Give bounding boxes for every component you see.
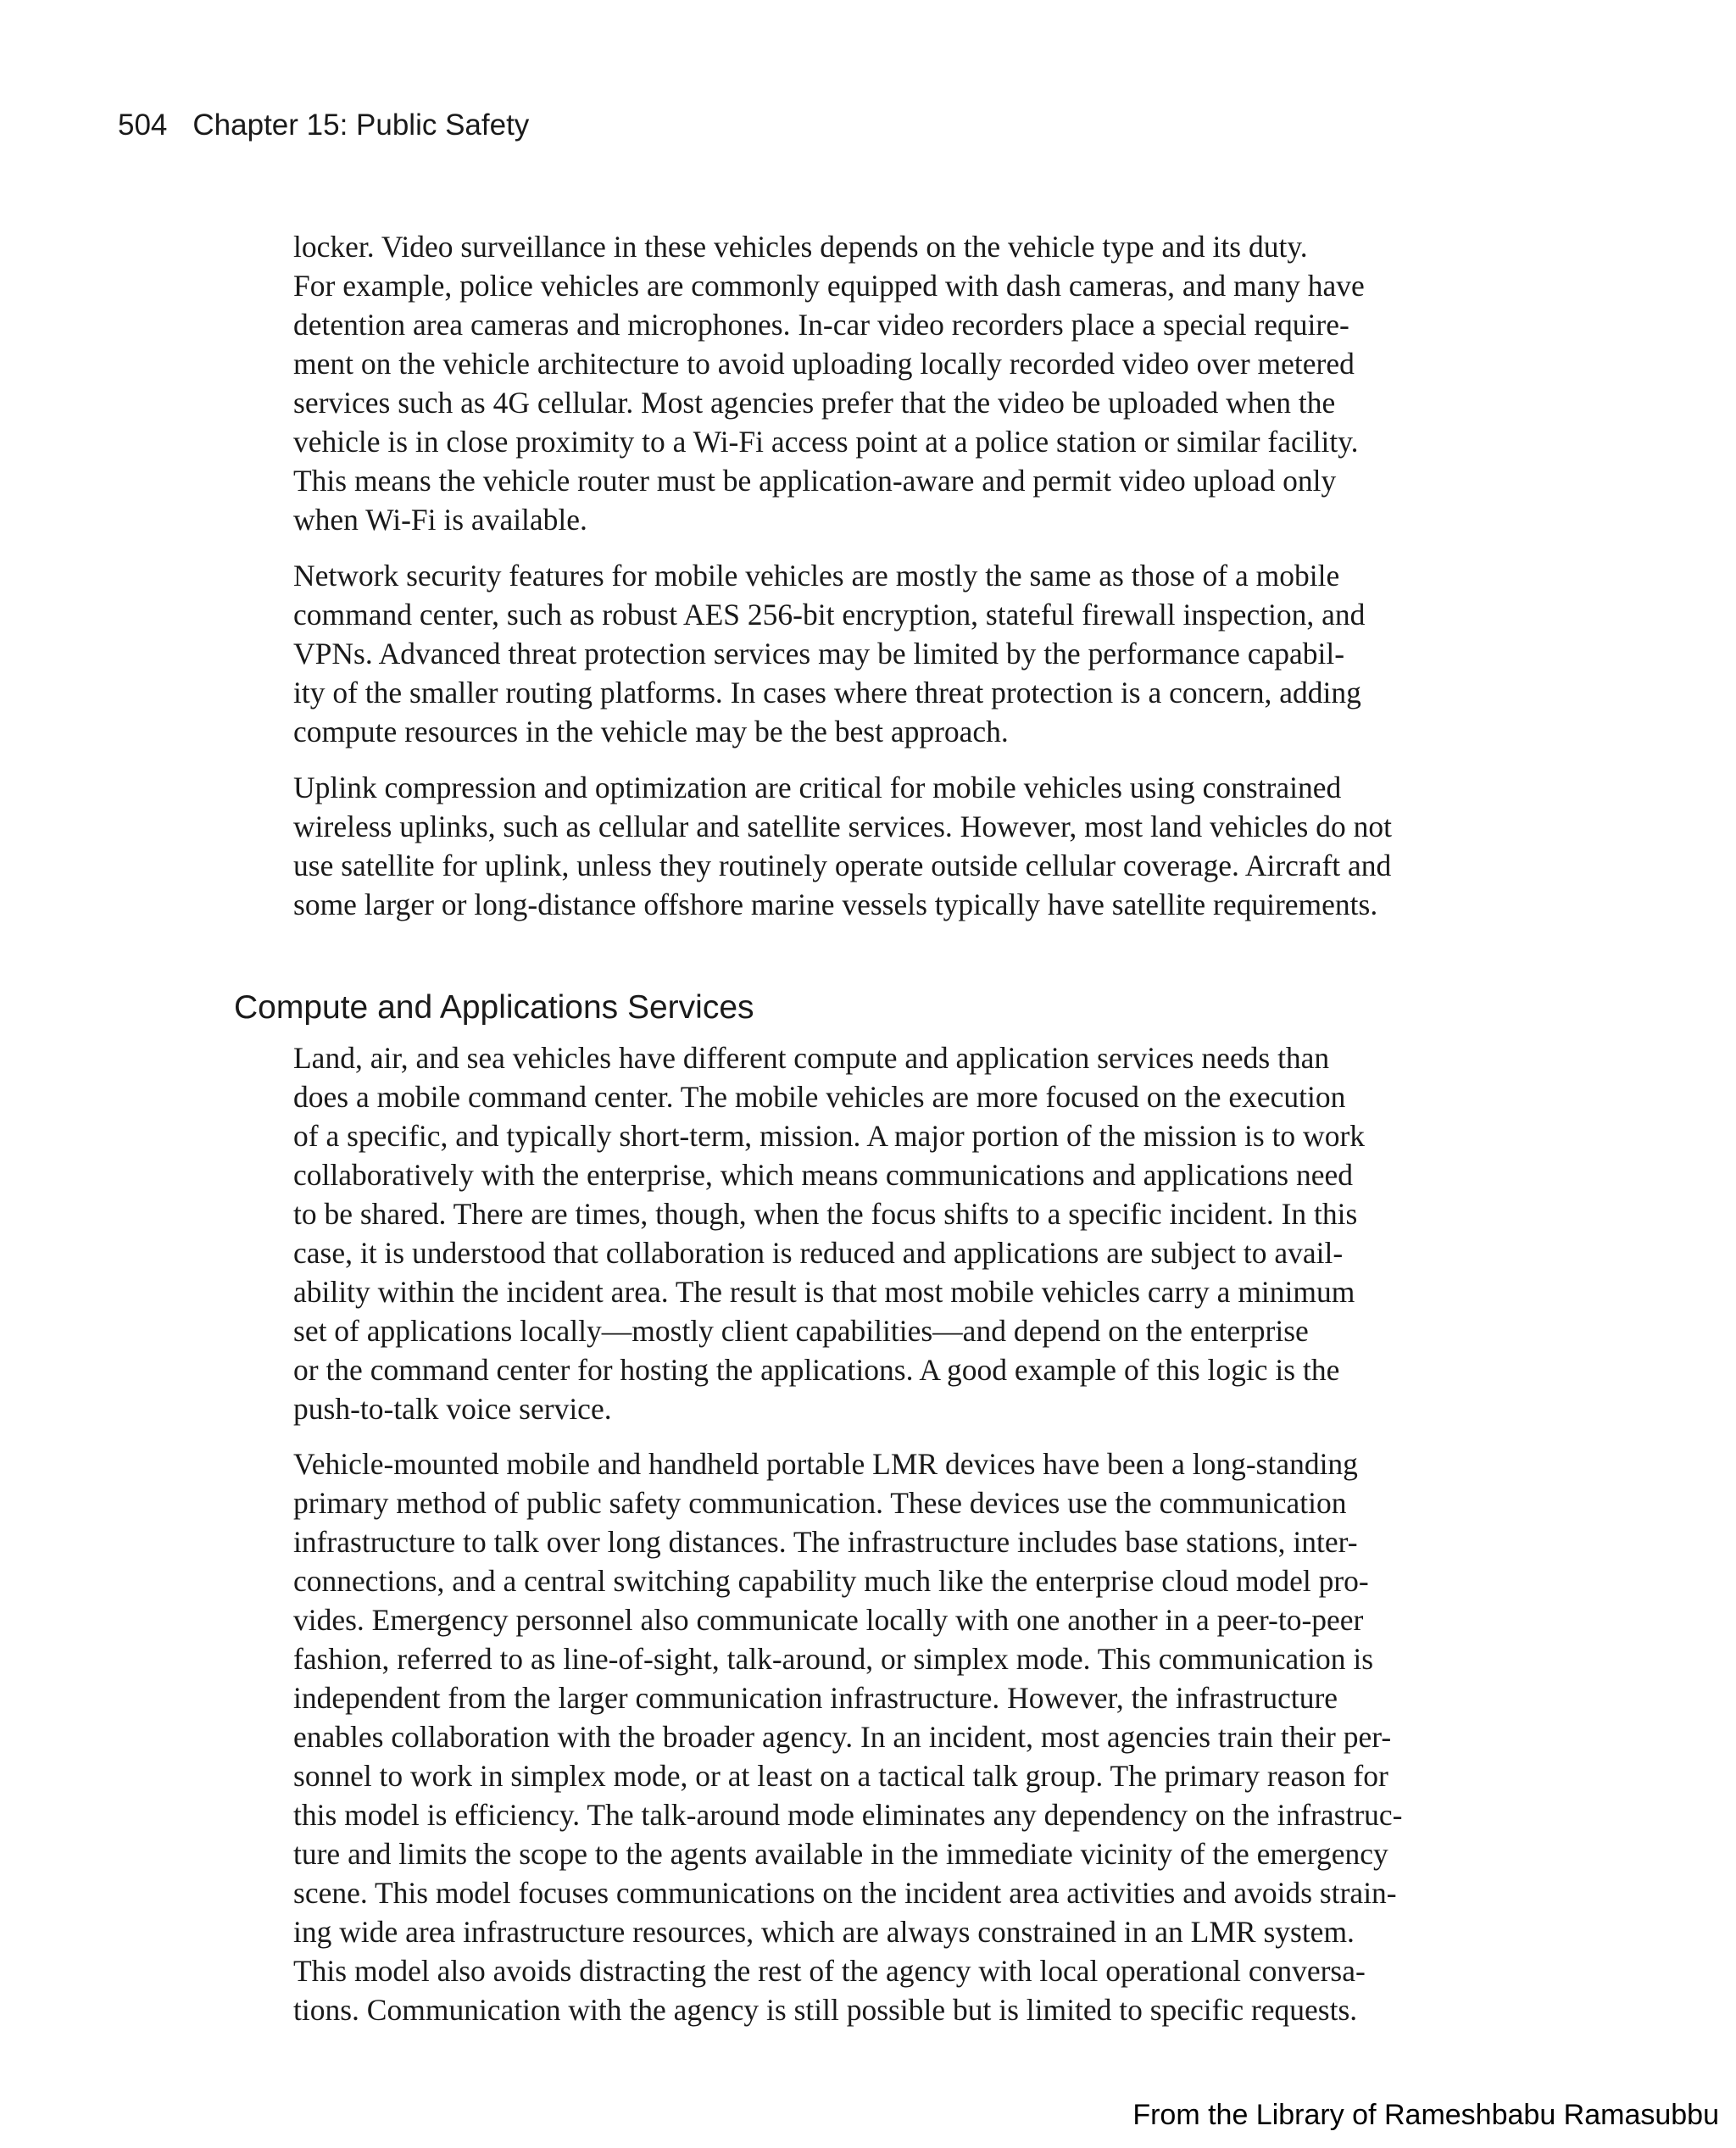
text-line: ability within the incident area. The result is that most mobile vehicles carry a minimum bbox=[293, 1275, 1355, 1309]
paragraph-network-security bbox=[293, 556, 1446, 751]
text-line: For example, police vehicles are commonly equipped with dash cameras, and many have bbox=[293, 269, 1365, 303]
section-heading: Compute and Applications Services bbox=[234, 989, 754, 1026]
text-line: locker. Video surveillance in these vehicles depends on the vehicle type and its duty. bbox=[293, 230, 1308, 264]
text-line: vehicle is in close proximity to a Wi-Fi access point at a police station or similar facility. bbox=[293, 425, 1359, 459]
paragraph-lmr-devices bbox=[293, 1444, 1446, 2029]
text-line: vides. Emergency personnel also communicate locally with one another in a peer-to-peer bbox=[293, 1603, 1364, 1637]
text-line: command center, such as robust AES 256-bit encryption, stateful firewall inspection, and bbox=[293, 598, 1366, 632]
text-line: connections, and a central switching capability much like the enterprise cloud model pro- bbox=[293, 1564, 1369, 1598]
text-line: ing wide area infrastructure resources, which are always constrained in an LMR system. bbox=[293, 1915, 1355, 1949]
text-line: Uplink compression and optimization are critical for mobile vehicles using constrained bbox=[293, 771, 1342, 804]
text-line: sonnel to work in simplex mode, or at least on a tactical talk group. The primary reason for bbox=[293, 1759, 1388, 1793]
text-line: wireless uplinks, such as cellular and satellite services. However, most land vehicles do not bbox=[293, 810, 1392, 843]
text-line: fashion, referred to as line-of-sight, talk-around, or simplex mode. This communication is bbox=[293, 1642, 1374, 1676]
text-line: push-to-talk voice service. bbox=[293, 1392, 612, 1426]
text-line: when Wi-Fi is available. bbox=[293, 503, 587, 537]
running-head bbox=[118, 109, 529, 142]
text-line: services such as 4G cellular. Most agencies prefer that the video be uploaded when the bbox=[293, 386, 1336, 420]
chapter-title: Chapter 15: Public Safety bbox=[192, 109, 530, 142]
text-line: independent from the larger communication infrastructure. However, the infrastructure bbox=[293, 1681, 1338, 1715]
text-line: or the command center for hosting the applications. A good example of this logic is the bbox=[293, 1353, 1340, 1387]
text-line: primary method of public safety communication. These devices use the communication bbox=[293, 1486, 1347, 1520]
text-line: infrastructure to talk over long distances. The infrastructure includes base stations, inter- bbox=[293, 1525, 1358, 1559]
text-line: ity of the smaller routing platforms. In cases where threat protection is a concern, adding bbox=[293, 676, 1361, 710]
text-line: collaboratively with the enterprise, which means communications and applications need bbox=[293, 1158, 1354, 1192]
text-line: detention area cameras and microphones. In-car video recorders place a special require- bbox=[293, 308, 1349, 342]
text-line: to be shared. There are times, though, when the focus shifts to a specific incident. In this bbox=[293, 1197, 1358, 1231]
paragraph-compute-services bbox=[293, 1038, 1446, 1428]
text-line: set of applications locally—mostly client capabilities—and depend on the enterprise bbox=[293, 1314, 1309, 1348]
text-line: ment on the vehicle architecture to avoid uploading locally recorded video over metered bbox=[293, 347, 1355, 381]
text-line: This means the vehicle router must be application-aware and permit video upload only bbox=[293, 464, 1337, 498]
text-line: this model is efficiency. The talk-around mode eliminates any dependency on the infrastruc- bbox=[293, 1798, 1403, 1832]
library-watermark: From the Library of Rameshbabu Ramasubbu bbox=[1132, 2099, 1719, 2131]
text-line: VPNs. Advanced threat protection services may be limited by the performance capabil- bbox=[293, 637, 1345, 671]
paragraph-uplink-compression bbox=[293, 768, 1446, 924]
text-line: This model also avoids distracting the rest of the agency with local operational conversa- bbox=[293, 1954, 1366, 1988]
page-number: 504 bbox=[118, 109, 168, 142]
paragraph-video-surveillance bbox=[293, 227, 1446, 539]
text-line: Network security features for mobile vehicles are mostly the same as those of a mobile bbox=[293, 559, 1340, 593]
text-line: some larger or long-distance offshore marine vessels typically have satellite requirements. bbox=[293, 888, 1378, 921]
text-line: enables collaboration with the broader agency. In an incident, most agencies train their per- bbox=[293, 1720, 1392, 1754]
text-line: tions. Communication with the agency is still possible but is limited to specific requests. bbox=[293, 1993, 1358, 2027]
text-line: ture and limits the scope to the agents available in the immediate vicinity of the emergency bbox=[293, 1837, 1388, 1871]
text-line: Vehicle-mounted mobile and handheld portable LMR devices have been a long-standing bbox=[293, 1447, 1358, 1481]
text-line: scene. This model focuses communications on the incident area activities and avoids strain- bbox=[293, 1876, 1397, 1910]
text-line: compute resources in the vehicle may be the best approach. bbox=[293, 715, 1009, 748]
text-line: of a specific, and typically short-term, mission. A major portion of the mission is to work bbox=[293, 1119, 1366, 1153]
text-line: Land, air, and sea vehicles have different compute and application services needs than bbox=[293, 1041, 1330, 1075]
text-line: does a mobile command center. The mobile vehicles are more focused on the execution bbox=[293, 1080, 1346, 1114]
text-line: use satellite for uplink, unless they routinely operate outside cellular coverage. Aircraft and bbox=[293, 849, 1392, 882]
text-line: case, it is understood that collaboration is reduced and applications are subject to avail- bbox=[293, 1236, 1344, 1270]
